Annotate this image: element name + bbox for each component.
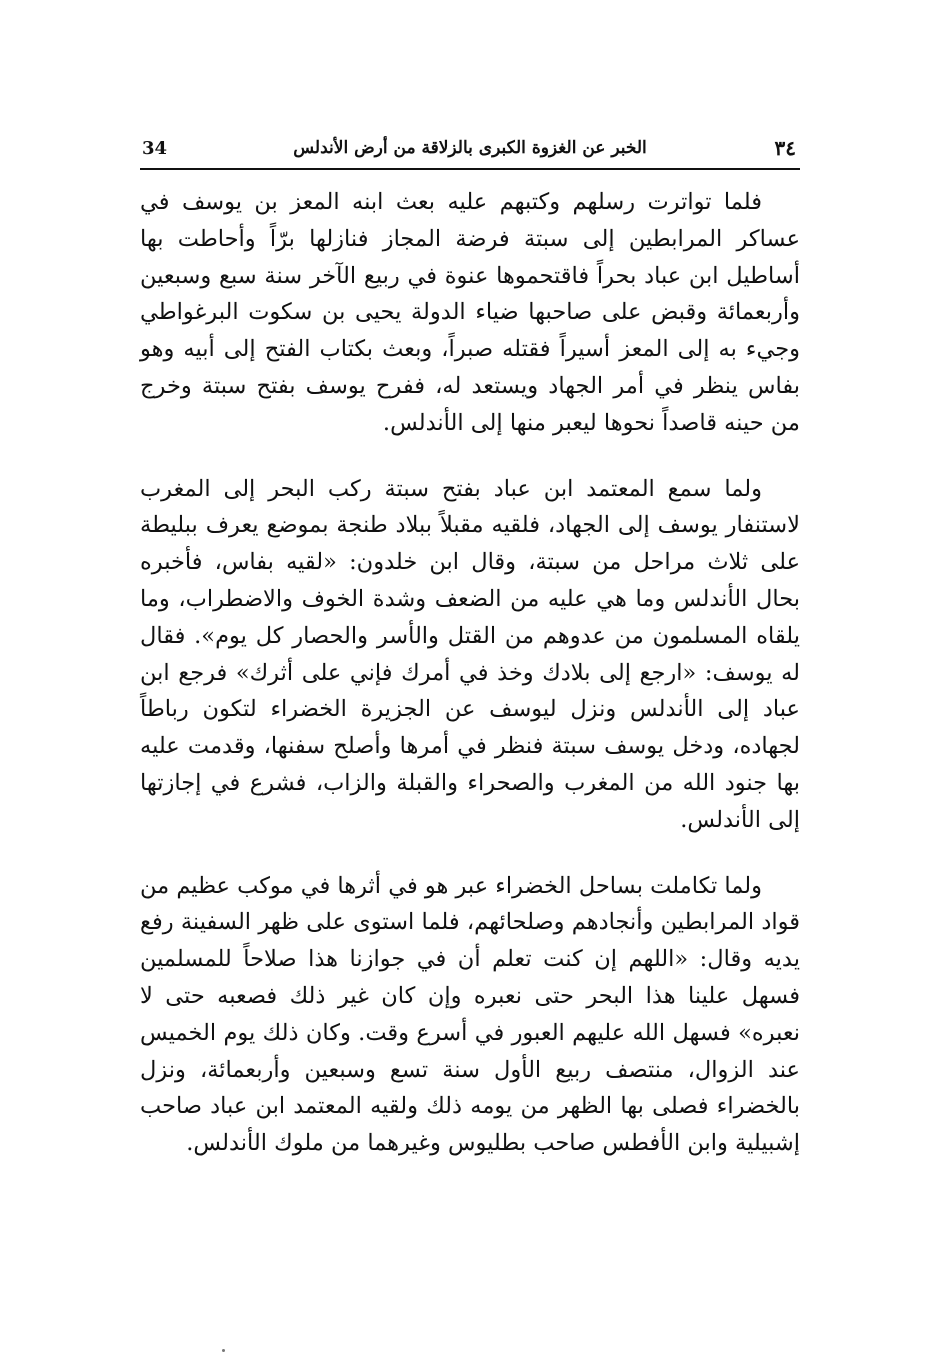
- scan-speck: [222, 1349, 225, 1352]
- paragraph-3: ولما تكاملت بساحل الخضراء عبر هو في أثرها في موكب عظيم من قواد المرابطين وأنجادهم وصلحائهم، فلما استوى على ظهر السفينة رفع يديه وقال: «اللهم إن كنت تعلم أن في جوازنا هذا صلاحاً للمسلمين فسهل علينا هذا البحر حتى نعبره وإن كان غير ذلك فصعبه حتى لا نعبره» فسهل الله عليهم العبور في أسرع وقت. وكان ذلك يوم الخميس عند الزوال، منتصف ربيع الأول سنة تسع وسبعين وأربعمائة، ونزل بالخضراء فصلى بها الظهر من يومه ذلك ولقيه المعتمد ابن عباد صاحب إشبيلية وابن الأفطس صاحب بطليوس وغيرهما من ملوك الأندلس.: [139, 872, 800, 1157]
- running-title: الخبر عن الغزوة الكبرى بالزلاقة من أرض الأندلس: [293, 138, 647, 158]
- body-text: [140, 184, 800, 1162]
- page-header: [140, 136, 800, 170]
- page-number-arabic: ٣٤: [774, 136, 796, 160]
- page-number-western: 34: [142, 138, 168, 159]
- paragraph-1: فلما تواترت رسلهم وكتبهم عليه بعث ابنه المعز بن يوسف في عساكر المرابطين إلى سبتة فرضة المجاز فنازلها برّاً وأحاطت بها أساطيل ابن عباد بحراً فاقتحموها عنوة في ربيع الآخر سنة سبع وسبعين وأربعمائة وقبض على صاحبها ضياء الدولة يحيى بن سكوت البرغواطي وجيء به إلى المعز أسيراً فقتله صبراً، وبعث بكتاب الفتح إلى أبيه وهو بفاس ينظر في أمر الجهاد ويستعد له، ففرح يوسف بفتح سبتة وخرج من حينه قاصداً نحوها ليعبر منها إلى الأندلس.: [140, 189, 800, 436]
- paragraph-2: ولما سمع المعتمد ابن عباد بفتح سبتة ركب البحر إلى المغرب لاستنفار يوسف إلى الجهاد، فلقيه مقبلاً ببلاد طنجة بموضع يعرف ببليطة على ثلاث مراحل من سبتة، وقال ابن خلدون: «لقيه بفاس، فأخبره بحال الأندلس وما هي عليه من الضعف وشدة الخوف والاضطراب، وما يلقاه المسلمون من عدوهم من القتل والأسر والحصار كل يوم». فقال له يوسف: «ارجع إلى بلادك وخذ في أمرك فإني على أثرك» فرجع ابن عباد إلى الأندلس ونزل ليوسف عن الجزيرة الخضراء لتكون رباطاً لجهاده، ودخل يوسف سبتة فنظر في أمرها وأصلح سفنها، وقدمت عليه بها جنود الله من المغرب والصحراء والقبلة والزاب، فشرع في إجازتها إلى الأندلس.: [140, 475, 800, 833]
